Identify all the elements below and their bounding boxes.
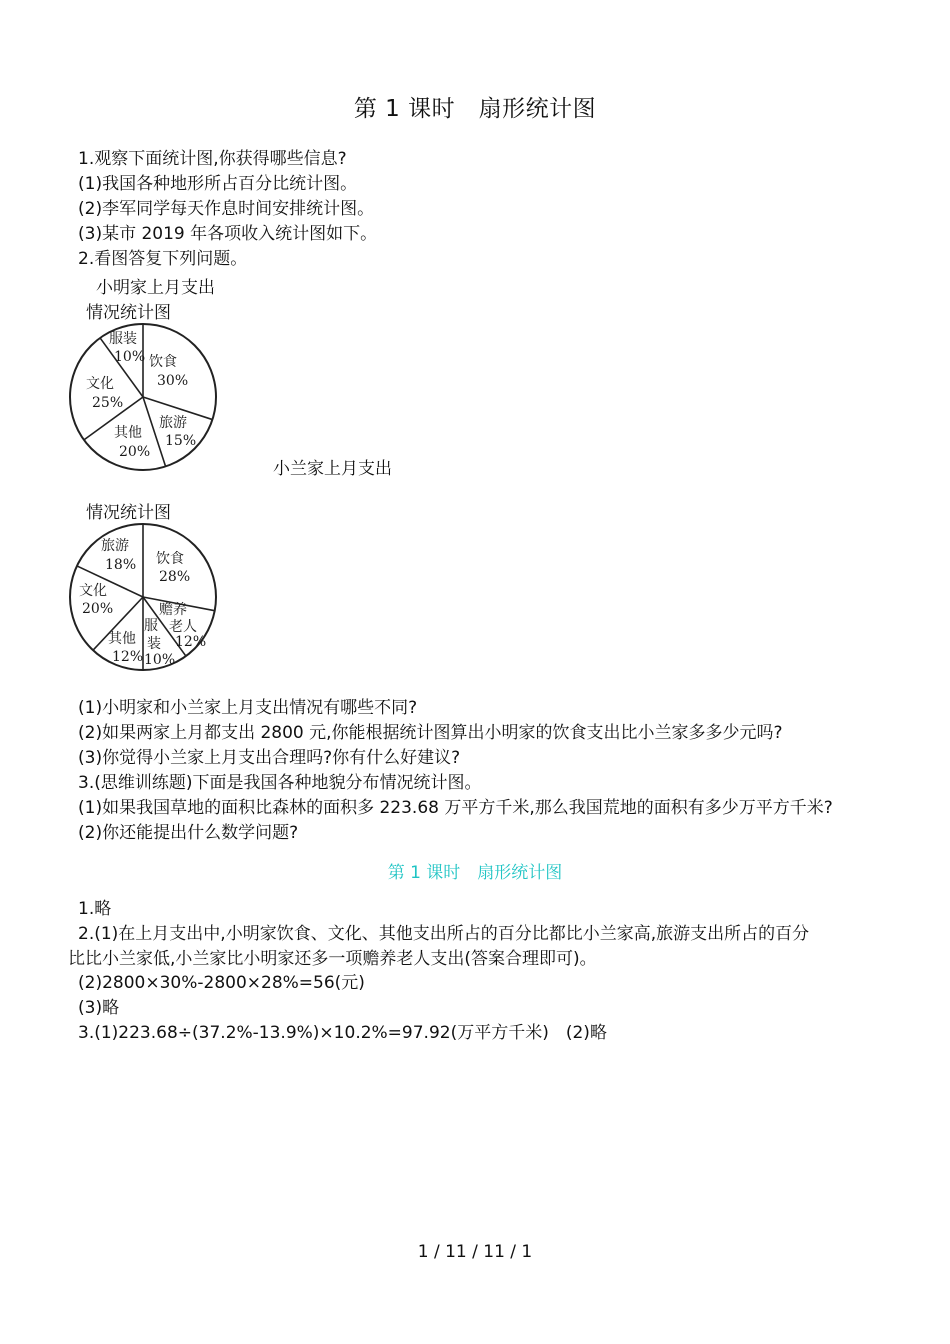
- chart1-caption-line1: 小明家上月支出: [96, 278, 215, 298]
- chart2-label-food: 饮食: [156, 551, 184, 567]
- chart2-value-culture: 20%: [82, 601, 114, 617]
- chart2-value-travel: 18%: [105, 557, 137, 573]
- chart1-value-culture: 25%: [92, 395, 124, 411]
- page-footer: 1 / 11 / 11 / 1: [417, 1242, 533, 1262]
- q3-stem: 3.(思维训练题)下面是我国各种地貌分布情况统计图。: [78, 773, 482, 793]
- chart2-label-travel: 旅游: [101, 538, 129, 554]
- chart2-label-clothing-2: 装: [147, 636, 161, 652]
- chart1-label-other: 其他: [114, 425, 142, 441]
- chart2-value-other: 12%: [112, 649, 144, 665]
- chart2-value-support: 12%: [175, 634, 207, 650]
- answer-line-6: 3.(1)223.68÷(37.2%-13.9%)×10.2%=97.92(万平方千米) (2)略: [78, 1023, 607, 1043]
- chart1-pie: [64, 318, 222, 476]
- q1-stem: 1.观察下面统计图,你获得哪些信息?: [78, 149, 347, 169]
- q3-item-1: (1)如果我国草地的面积比森林的面积多 223.68 万平方千米,那么我国荒地的面积有多少万平方千米?: [78, 798, 833, 818]
- chart1-value-food: 30%: [157, 373, 189, 389]
- chart1-label-clothing: 服装: [109, 331, 137, 347]
- q2-stem: 2.看图答复下列问题。: [78, 249, 248, 269]
- answer-line-4: (2)2800×30%-2800×28%=56(元): [78, 973, 365, 993]
- answer-line-3: 比比小兰家低,小兰家比小明家还多一项赡养老人支出(答案合理即可)。: [68, 949, 597, 969]
- chart2-value-clothing: 10%: [144, 652, 176, 668]
- answer-line-5: (3)略: [78, 998, 120, 1018]
- chart1-value-travel: 15%: [165, 433, 197, 449]
- chart2-caption-line2: 情况统计图: [86, 503, 171, 523]
- chart2-caption-line1: 小兰家上月支出: [273, 459, 392, 479]
- page-title: 第 1 课时 扇形统计图: [353, 96, 597, 122]
- answer-line-1: 1.略: [78, 899, 112, 919]
- chart1-label-culture: 文化: [86, 376, 114, 392]
- q1-item-2: (2)李军同学每天作息时间安排统计图。: [78, 199, 375, 219]
- chart2-label-clothing-1: 服: [144, 618, 158, 634]
- q1-item-1: (1)我国各种地形所占百分比统计图。: [78, 174, 358, 194]
- chart2-label-support-1: 赡养: [159, 602, 187, 618]
- answers-title: 第 1 课时 扇形统计图: [387, 863, 563, 883]
- chart1-value-other: 20%: [119, 444, 151, 460]
- q2-item-2: (2)如果两家上月都支出 2800 元,你能根据统计图算出小明家的饮食支出比小兰家多多少元吗?: [78, 723, 783, 743]
- q2-item-1: (1)小明家和小兰家上月支出情况有哪些不同?: [78, 698, 418, 718]
- chart2-pie: [64, 518, 222, 676]
- chart1-label-travel: 旅游: [159, 415, 187, 431]
- chart1-value-clothing: 10%: [114, 349, 146, 365]
- chart2-label-other: 其他: [108, 631, 136, 647]
- q1-item-3: (3)某市 2019 年各项收入统计图如下。: [78, 224, 378, 244]
- chart2-label-culture: 文化: [79, 583, 107, 599]
- q2-item-3: (3)你觉得小兰家上月支出合理吗?你有什么好建议?: [78, 748, 461, 768]
- answer-line-2: 2.(1)在上月支出中,小明家饮食、文化、其他支出所占的百分比都比小兰家高,旅游支出所占的百分: [78, 924, 810, 944]
- chart1-caption-line2: 情况统计图: [86, 303, 171, 323]
- chart1-label-food: 饮食: [149, 354, 177, 370]
- q3-item-2: (2)你还能提出什么数学问题?: [78, 823, 299, 843]
- chart2-value-food: 28%: [159, 569, 191, 585]
- chart2-label-support-2: 老人: [169, 619, 197, 635]
